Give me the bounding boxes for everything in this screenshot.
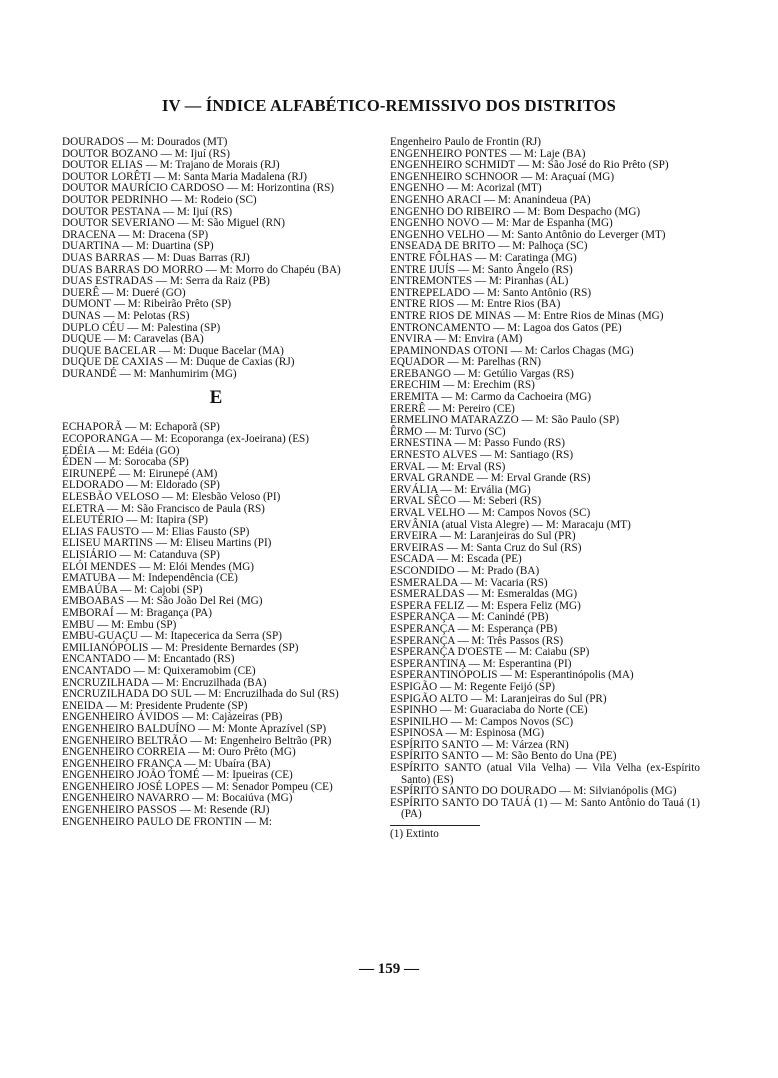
index-entry: DUQUE BACELAR — M: Duque Bacelar (MA) <box>62 344 284 357</box>
index-entry: DUPLO CÉU — M: Palestina (SP) <box>62 321 221 334</box>
index-entry: ELESBÃO VELOSO — M: Elesbão Veloso (PI) <box>62 491 281 504</box>
index-entry: EMBORAÍ — M: Bragança (PA) <box>62 606 212 619</box>
index-entry: Engenheiro Paulo de Frontin (RJ) <box>390 136 542 148</box>
index-entry: ESPERA FELIZ — M: Espera Feliz (MG) <box>390 599 581 612</box>
index-entry: ERVEIRA — M: Laranjeiras do Sul (PR) <box>390 530 576 543</box>
footnote: (1) Extinto <box>390 828 439 841</box>
index-entry: EQUADOR — M: Parelhas (RN) <box>390 356 542 369</box>
index-entry: DUAS BARRAS — M: Duas Barras (RJ) <box>62 251 250 264</box>
index-entry: ESPÍRITO SANTO DO TAUÁ (1) — M: Santo Antônio do Tauá (1) (PA) <box>390 796 700 821</box>
index-entry: EREBANGO — M: Getúlio Vargas (RS) <box>390 367 574 380</box>
index-entry: ECHAPORÃ — M: Echaporã (SP) <box>62 421 220 434</box>
index-entry: EIRUNEPÉ — M: Eirunepé (AM) <box>62 467 218 480</box>
index-entry: EDÉIA — M: Edéia (GO) <box>62 444 180 457</box>
entries-right-list <box>390 137 700 821</box>
index-entry: ENGENHEIRO SCHMIDT — M: São José do Rio Prêto (SP) <box>390 159 669 172</box>
index-entry: ENCRUZILHADA — M: Encruzilhada (BA) <box>62 676 267 689</box>
index-entry: ENGENHEIRO FRANÇA — M: Ubaíra (BA) <box>62 757 271 770</box>
index-entry: ELÓI MENDES — M: Elói Mendes (MG) <box>62 560 255 573</box>
index-entry: ENGENHEIRO PONTES — M: Laje (BA) <box>390 147 586 160</box>
index-entry: ESPERANTINA — M: Esperantina (PI) <box>390 657 572 670</box>
index-entry: ESPERANTINÓPOLIS — M: Esperantinópolis (MA) <box>390 669 634 682</box>
index-entry: ESPERANÇA D'OESTE — M: Caiabu (SP) <box>390 646 590 659</box>
index-entry: EMBAÚBA — M: Cajobi (SP) <box>62 583 203 596</box>
index-entry: EREMITA — M: Carmo da Cachoeira (MG) <box>390 391 592 404</box>
index-entry: DOURADOS — M: Dourados (MT) <box>62 136 228 148</box>
index-entry: ESMERALDAS — M: Esmeraldas (MG) <box>390 588 578 601</box>
right-column <box>390 137 700 841</box>
index-entry: ENTRE RIOS — M: Entre Rios (BA) <box>390 298 561 311</box>
index-entry: ENTRONCAMENTO — M: Lagoa dos Gatos (PE) <box>390 321 622 334</box>
index-entry: DOUTOR PEDRINHO — M: Rodeio (SC) <box>62 193 257 206</box>
index-entry: ESPINHO — M: Guaraciaba do Norte (CE) <box>390 704 588 717</box>
index-entry: ENGENHEIRO SCHNOOR — M: Araçuaí (MG) <box>390 170 615 183</box>
index-entry: ENGENHO — M: Acorizal (MT) <box>390 182 542 195</box>
index-entry: ERERÊ — M: Pereiro (CE) <box>390 402 515 415</box>
index-entry: ÊRMO — M: Turvo (SC) <box>390 425 506 438</box>
index-entry: ELISEU MARTINS — M: Eliseu Martins (PI) <box>62 537 272 550</box>
index-entry: ENGENHEIRO BELTRÃO — M: Engenheiro Beltrão (PR) <box>62 734 332 747</box>
index-entry: ELEUTÉRIO — M: Itapira (SP) <box>62 514 209 527</box>
index-entry: ENEIDA — M: Presidente Prudente (SP) <box>62 699 248 712</box>
index-entry: ENGENHO VELHO — M: Santo Antônio do Leverger (MT) <box>390 228 666 241</box>
index-entry: ENTRE IJUÍS — M: Santo Ângelo (RS) <box>390 263 573 276</box>
index-entry: ENGENHEIRO NAVARRO — M: Bocaiúva (MG) <box>62 792 293 805</box>
index-entry: DURANDÉ — M: Manhumirim (MG) <box>62 367 237 380</box>
index-entry: DOUTOR PESTANA — M: Ijuí (RS) <box>62 205 233 218</box>
index-entry: ESCONDIDO — M: Prado (BA) <box>390 564 540 577</box>
index-entry: DOUTOR LORÊTI — M: Santa Maria Madalena (RJ) <box>62 170 307 183</box>
index-entry: ESPERANÇA — M: Três Passos (RS) <box>390 634 564 647</box>
index-entry: ELISIÁRIO — M: Catanduva (SP) <box>62 549 220 561</box>
index-entry: ESPÍRITO SANTO DO DOURADO — M: Silvianópolis (MG) <box>390 785 677 798</box>
index-entry: ENTRE RIOS DE MINAS — M: Entre Rios de Minas (MG) <box>390 309 664 322</box>
index-entry: DUAS BARRAS DO MORRO — M: Morro do Chapéu (BA) <box>62 263 341 276</box>
entries-e-list <box>62 422 370 828</box>
index-entry: ESPIGÃO — M: Regente Feijó (SP) <box>390 680 556 693</box>
index-entry: ENGENHEIRO PASSOS — M: Resende (RJ) <box>62 804 270 817</box>
index-entry: ESPINOSA — M: Espinosa (MG) <box>390 727 545 740</box>
index-entry: DUAS ESTRADAS — M: Serra da Raiz (PB) <box>62 275 270 288</box>
index-entry: ERNESTO ALVES — M: Santiago (RS) <box>390 449 574 462</box>
index-entry: EMBU-GUAÇU — M: Itapecerica da Serra (SP) <box>62 630 282 643</box>
index-entry: ENGENHEIRO JOSÉ LOPES — M: Senador Pompeu (CE) <box>62 780 333 793</box>
index-entry: ENGENHO ARACI — M: Ananindeua (PA) <box>390 193 591 206</box>
index-entry: ELETRA — M: São Francisco de Paula (RS) <box>62 502 265 515</box>
index-entry: DUQUE DE CAXIAS — M: Duque de Caxias (RJ) <box>62 356 295 369</box>
index-entry: DOUTOR SEVERIANO — M: São Miguel (RN) <box>62 217 285 230</box>
index-entry: ECOPORANGA — M: Ecoporanga (ex-Joeirana) (ES) <box>62 433 310 446</box>
index-entry: ESPIGÃO ALTO — M: Laranjeiras do Sul (PR) <box>390 692 607 705</box>
index-entry: DOUTOR ELIAS — M: Trajano de Morais (RJ) <box>62 159 280 172</box>
index-entry: ESPÍRITO SANTO — M: São Bento do Una (PE) <box>390 750 617 763</box>
index-entry: ENTREMONTES — M: Piranhas (AL) <box>390 275 569 288</box>
entries-d-list <box>62 137 370 380</box>
left-column <box>62 137 370 828</box>
index-entry: ESPERANÇA — M: Canindé (PB) <box>390 611 549 624</box>
index-entry: ELDORADO — M: Eldorado (SP) <box>62 479 220 492</box>
index-entry: ENCRUZILHADA DO SUL — M: Encruzilhada do Sul (RS) <box>62 688 339 701</box>
index-entry: ENGENHEIRO BALDUÍNO — M: Monte Aprazível (SP) <box>62 722 327 735</box>
index-entry: ENGENHO NOVO — M: Mar de Espanha (MG) <box>390 217 613 230</box>
index-entry: DUNAS — M: Pelotas (RS) <box>62 309 190 322</box>
section-letter-e: E <box>209 387 223 409</box>
index-entry: ENVIRA — M: Envira (AM) <box>390 333 523 346</box>
index-entry: ERVEIRAS — M: Santa Cruz do Sul (RS) <box>390 541 582 554</box>
index-entry: ESPÍRITO SANTO — M: Várzea (RN) <box>390 738 569 751</box>
index-entry: ENGENHEIRO ÁVIDOS — M: Cajàzeiras (PB) <box>62 711 283 724</box>
index-entry: DUARTINA — M: Duartina (SP) <box>62 240 214 253</box>
index-entry: ERVÂNIA (atual Vista Alegre) — M: Maracaju (MT) <box>390 518 631 531</box>
index-entry: ELIAS FAUSTO — M: Elias Fausto (SP) <box>62 525 250 538</box>
index-entry: ERMELINO MATARAZZO — M: São Paulo (SP) <box>390 414 620 427</box>
page-number: — 159 — <box>359 961 419 977</box>
index-entry: ENGENHO DO RIBEIRO — M: Bom Despacho (MG) <box>390 205 641 218</box>
index-entry: DOUTOR MAURÍCIO CARDOSO — M: Horizontina (RS) <box>62 182 335 195</box>
index-entry: ESPINILHO — M: Campos Novos (SC) <box>390 715 574 728</box>
index-entry: EPAMINONDAS OTONI — M: Carlos Chagas (MG) <box>390 344 634 357</box>
index-entry: ESMERALDA — M: Vacaria (RS) <box>390 576 548 589</box>
index-entry: ÉDEN — M: Sorocaba (SP) <box>62 456 189 469</box>
index-entry: DUERÊ — M: Dueré (GO) <box>62 286 186 299</box>
index-entry: ERNESTINA — M: Passo Fundo (RS) <box>390 437 565 450</box>
index-entry: ENGENHEIRO CORREIA — M: Ouro Prêto (MG) <box>62 746 296 759</box>
footnote-divider <box>390 825 480 826</box>
index-entry: ENCANTADO — M: Quixeramobim (CE) <box>62 664 256 677</box>
index-entry: ESCADA — M: Escada (PE) <box>390 553 522 566</box>
index-entry: EMATUBA — M: Independência (CE) <box>62 572 238 585</box>
page-title: IV — ÍNDICE ALFABÉTICO-REMISSIVO DOS DISTRITOS <box>161 96 617 115</box>
index-entry: DUQUE — M: Caravelas (BA) <box>62 333 204 346</box>
index-entry: DUMONT — M: Ribeirão Prêto (SP) <box>62 298 232 311</box>
index-entry: ERVAL GRANDE — M: Erval Grande (RS) <box>390 472 591 485</box>
index-entry: EMBU — M: Embu (SP) <box>62 618 177 631</box>
index-entry: ESPÍRITO SANTO (atual Vila Velha) — Vila Velha (ex-Espírito Santo) (ES) <box>390 762 700 786</box>
index-entry: ENTREPELADO — M: Santo Antônio (RS) <box>390 286 592 299</box>
index-entry: DRACENA — M: Dracena (SP) <box>62 228 209 241</box>
index-entry: EMBOABAS — M: São João Del Rei (MG) <box>62 595 263 608</box>
index-entry: ENGENHEIRO PAULO DE FRONTIN — M: <box>62 815 272 828</box>
index-entry: ESPERANÇA — M: Esperança (PB) <box>390 622 558 635</box>
index-entry: ERVAL VELHO — M: Campos Novos (SC) <box>390 507 591 519</box>
index-entry: ENCANTADO — M: Encantado (RS) <box>62 653 235 666</box>
index-entry: ERVAL SÊCO — M: Seberi (RS) <box>390 495 542 508</box>
index-entry: ERVAL — M: Erval (RS) <box>390 460 506 473</box>
index-entry: DOUTOR BOZANO — M: Ijuí (RS) <box>62 147 230 160</box>
index-entry: ENSEADA DE BRITO — M: Palhoça (SC) <box>390 240 588 253</box>
index-entry: ERECHIM — M: Erechim (RS) <box>390 379 535 392</box>
index-entry: ENTRE FÔLHAS — M: Caratinga (MG) <box>390 251 577 264</box>
index-entry: ERVÁLIA — M: Ervália (MG) <box>390 483 531 496</box>
index-entry: ENGENHEIRO JOÃO TOMÉ — M: Ipueiras (CE) <box>62 769 293 782</box>
index-entry: EMILIANÓPOLIS — M: Presidente Bernardes (SP) <box>62 641 299 654</box>
